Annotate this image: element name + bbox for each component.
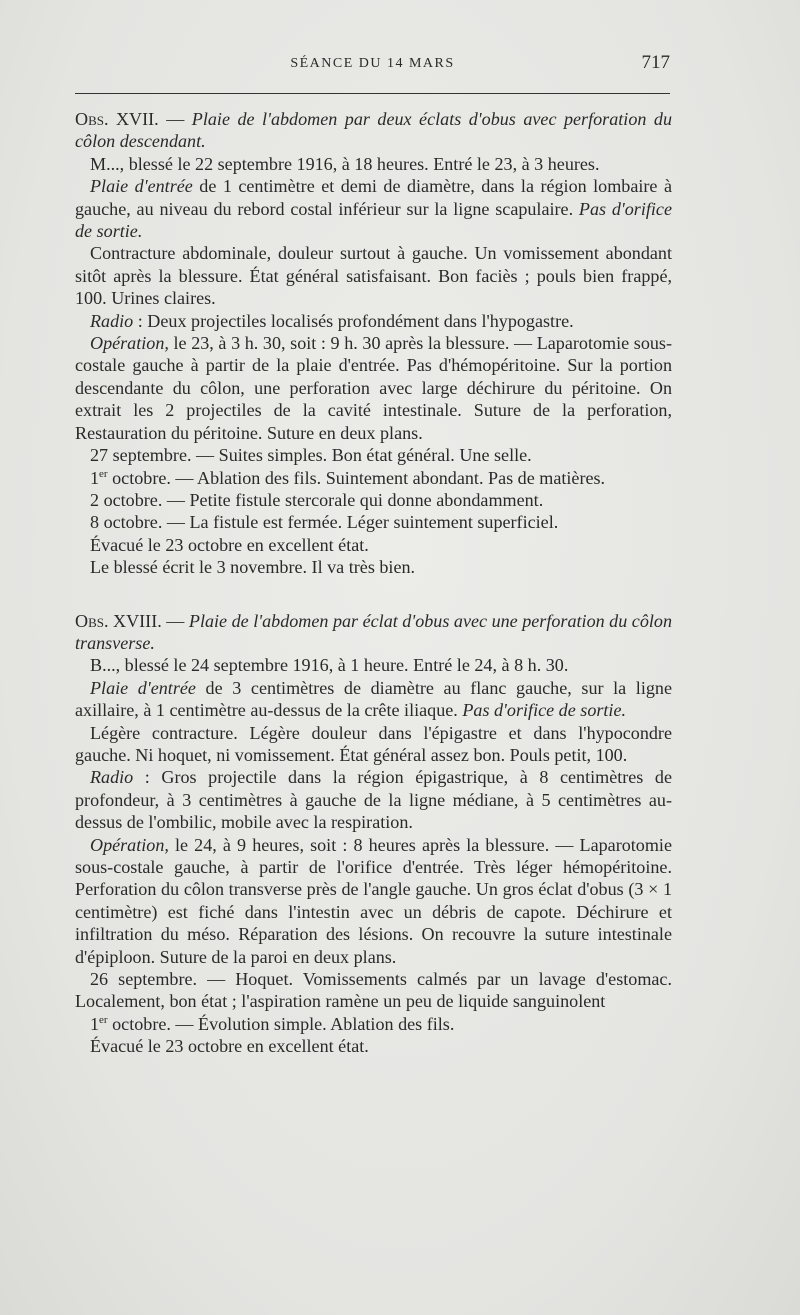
- obs17-oct1-sup: er: [99, 467, 108, 480]
- obs18-radio-lead: Radio: [90, 767, 134, 788]
- section-gap: [75, 579, 672, 610]
- obs17-operation-text: le 23, à 3 h. 30, soit : 9 h. 30 après la blessure. — Laparotomie sous-costale gauche à partir de la plaie d'entrée. Pas d'hémopéritoine. Sur la portion descendante du côlon, une perforation avec large déchirure du péritoine. On extrait les 2 projectiles de la cavité intestinale. Suture de la perforation, Restauration du péritoine. Suture en deux plans.: [75, 333, 672, 443]
- obs18-label: Obs. XVIII.: [75, 610, 162, 631]
- obs17-radio-text: : Deux projectiles localisés profondément dans l'hypogastre.: [133, 310, 574, 331]
- running-head: [75, 52, 670, 78]
- obs18-dash: —: [161, 610, 189, 631]
- obs17-operation-lead: Opération,: [90, 333, 169, 354]
- obs18-operation-text: le 24, à 9 heures, soit : 8 heures après la blessure. — Laparotomie sous-costale gauche, à partir de l'orifice d'entrée. Très léger hémopéritoine. Perforation du côlon transverse près de l'angle gauche. Un gros éclat d'obus (3 × 1 centimètre) est fiché dans l'intestin avec un débris de capote. Déchirure et infiltration du méso. Réparation des lésions. On recouvre la suture intestinale d'épiploon. Suture de la paroi en deux plans.: [75, 834, 672, 967]
- obs18-clinical: Légère contracture. Légère douleur dans l'épigastre et dans l'hypocondre gauche. Ni hoquet, ni vomissement. État général assez bon. Pouls petit, 100.: [75, 722, 672, 765]
- obs17-followup: Le blessé écrit le 3 novembre. Il va très bien.: [90, 557, 416, 578]
- obs17-oct1: [75, 467, 672, 489]
- obs18-radio-text: : Gros projectile dans la région épigastrique, à 8 centimètres de profondeur, à 3 centimètres à gauche de la ligne médiane, à 5 centimètres au-dessus de l'ombilic, mobile avec la respiration.: [75, 767, 672, 833]
- obs18-entry-lead: Plaie d'entrée: [90, 677, 196, 698]
- obs18-operation-lead: Opération,: [90, 834, 169, 855]
- obs17-entry-tail: Pas d'orifice de sortie.: [75, 198, 672, 242]
- header-rule: [75, 93, 670, 94]
- obs18-oct1: [75, 1013, 672, 1035]
- obs17-oct1-num: 1: [90, 467, 100, 488]
- page-number: 717: [641, 52, 670, 73]
- obs18-title: Plaie de l'abdomen par éclat d'obus avec une perforation du côlon transverse.: [75, 610, 672, 653]
- obs17-evacuated: Évacué le 23 octobre en excellent état.: [90, 534, 369, 555]
- obs18-radio: [75, 766, 672, 833]
- obs17-radio: [75, 310, 672, 332]
- obs17-operation: [75, 332, 672, 444]
- obs17-title: Plaie de l'abdomen par deux éclats d'obus avec perforation du côlon descendant.: [75, 109, 672, 152]
- obs18-heading: [75, 610, 672, 655]
- obs18-oct1-text: octobre. — Évolution simple. Ablation des fils.: [107, 1013, 455, 1034]
- obs17-oct1-text: octobre. — Ablation des fils. Suintement abondant. Pas de matières.: [107, 467, 606, 488]
- body-text: [75, 108, 672, 1058]
- obs17-dash: —: [158, 109, 192, 129]
- running-title: SÉANCE DU 14 MARS: [290, 56, 455, 71]
- obs18-evacuated: Évacué le 23 octobre en excellent état.: [90, 1036, 369, 1057]
- obs17-clinical: Contracture abdominale, douleur surtout à gauche. Un vomissement abondant sitôt après la blessure. État général satisfaisant. Bon faciès ; pouls bien frappé, 100. Urines claires.: [75, 243, 672, 309]
- obs18-admission: B..., blessé le 24 septembre 1916, à 1 heure. Entré le 24, à 8 h. 30.: [90, 655, 569, 676]
- obs17-heading: [75, 108, 672, 153]
- obs18-sept26: 26 septembre. — Hoquet. Vomissements calmés par un lavage d'estomac. Localement, bon état ; l'aspiration ramène un peu de liquide sanguinolent: [75, 969, 672, 1012]
- obs18-entry-text: de 3 centimètres de diamètre au flanc gauche, sur la ligne axillaire, à 1 centimètre au-dessus de la crête iliaque.: [75, 677, 672, 721]
- obs18-oct1-sup: er: [99, 1013, 108, 1026]
- obs18-operation: [75, 834, 672, 968]
- obs18-entry-tail: Pas d'orifice de sortie.: [462, 700, 627, 721]
- obs17-entry-lead: Plaie d'entrée: [90, 176, 193, 197]
- obs17-oct2: 2 octobre. — Petite fistule stercorale qui donne abondamment.: [90, 489, 544, 510]
- obs17-oct8: 8 octobre. — La fistule est fermée. Léger suintement superficiel.: [90, 512, 559, 533]
- obs18-oct1-num: 1: [90, 1013, 100, 1034]
- obs17-radio-lead: Radio: [90, 310, 134, 331]
- obs17-entry-wound: [75, 175, 672, 242]
- obs17-label: Obs. XVII.: [75, 109, 159, 129]
- obs17-admission: M..., blessé le 22 septembre 1916, à 18 heures. Entré le 23, à 3 heures.: [90, 153, 600, 174]
- obs18-entry-wound: [75, 677, 672, 722]
- obs17-sept27: 27 septembre. — Suites simples. Bon état général. Une selle.: [90, 445, 532, 466]
- obs17-entry-text: de 1 centimètre et demi de diamètre, dans la région lombaire à gauche, au niveau du rebord costal inférieur sur la ligne scapulaire.: [75, 176, 672, 219]
